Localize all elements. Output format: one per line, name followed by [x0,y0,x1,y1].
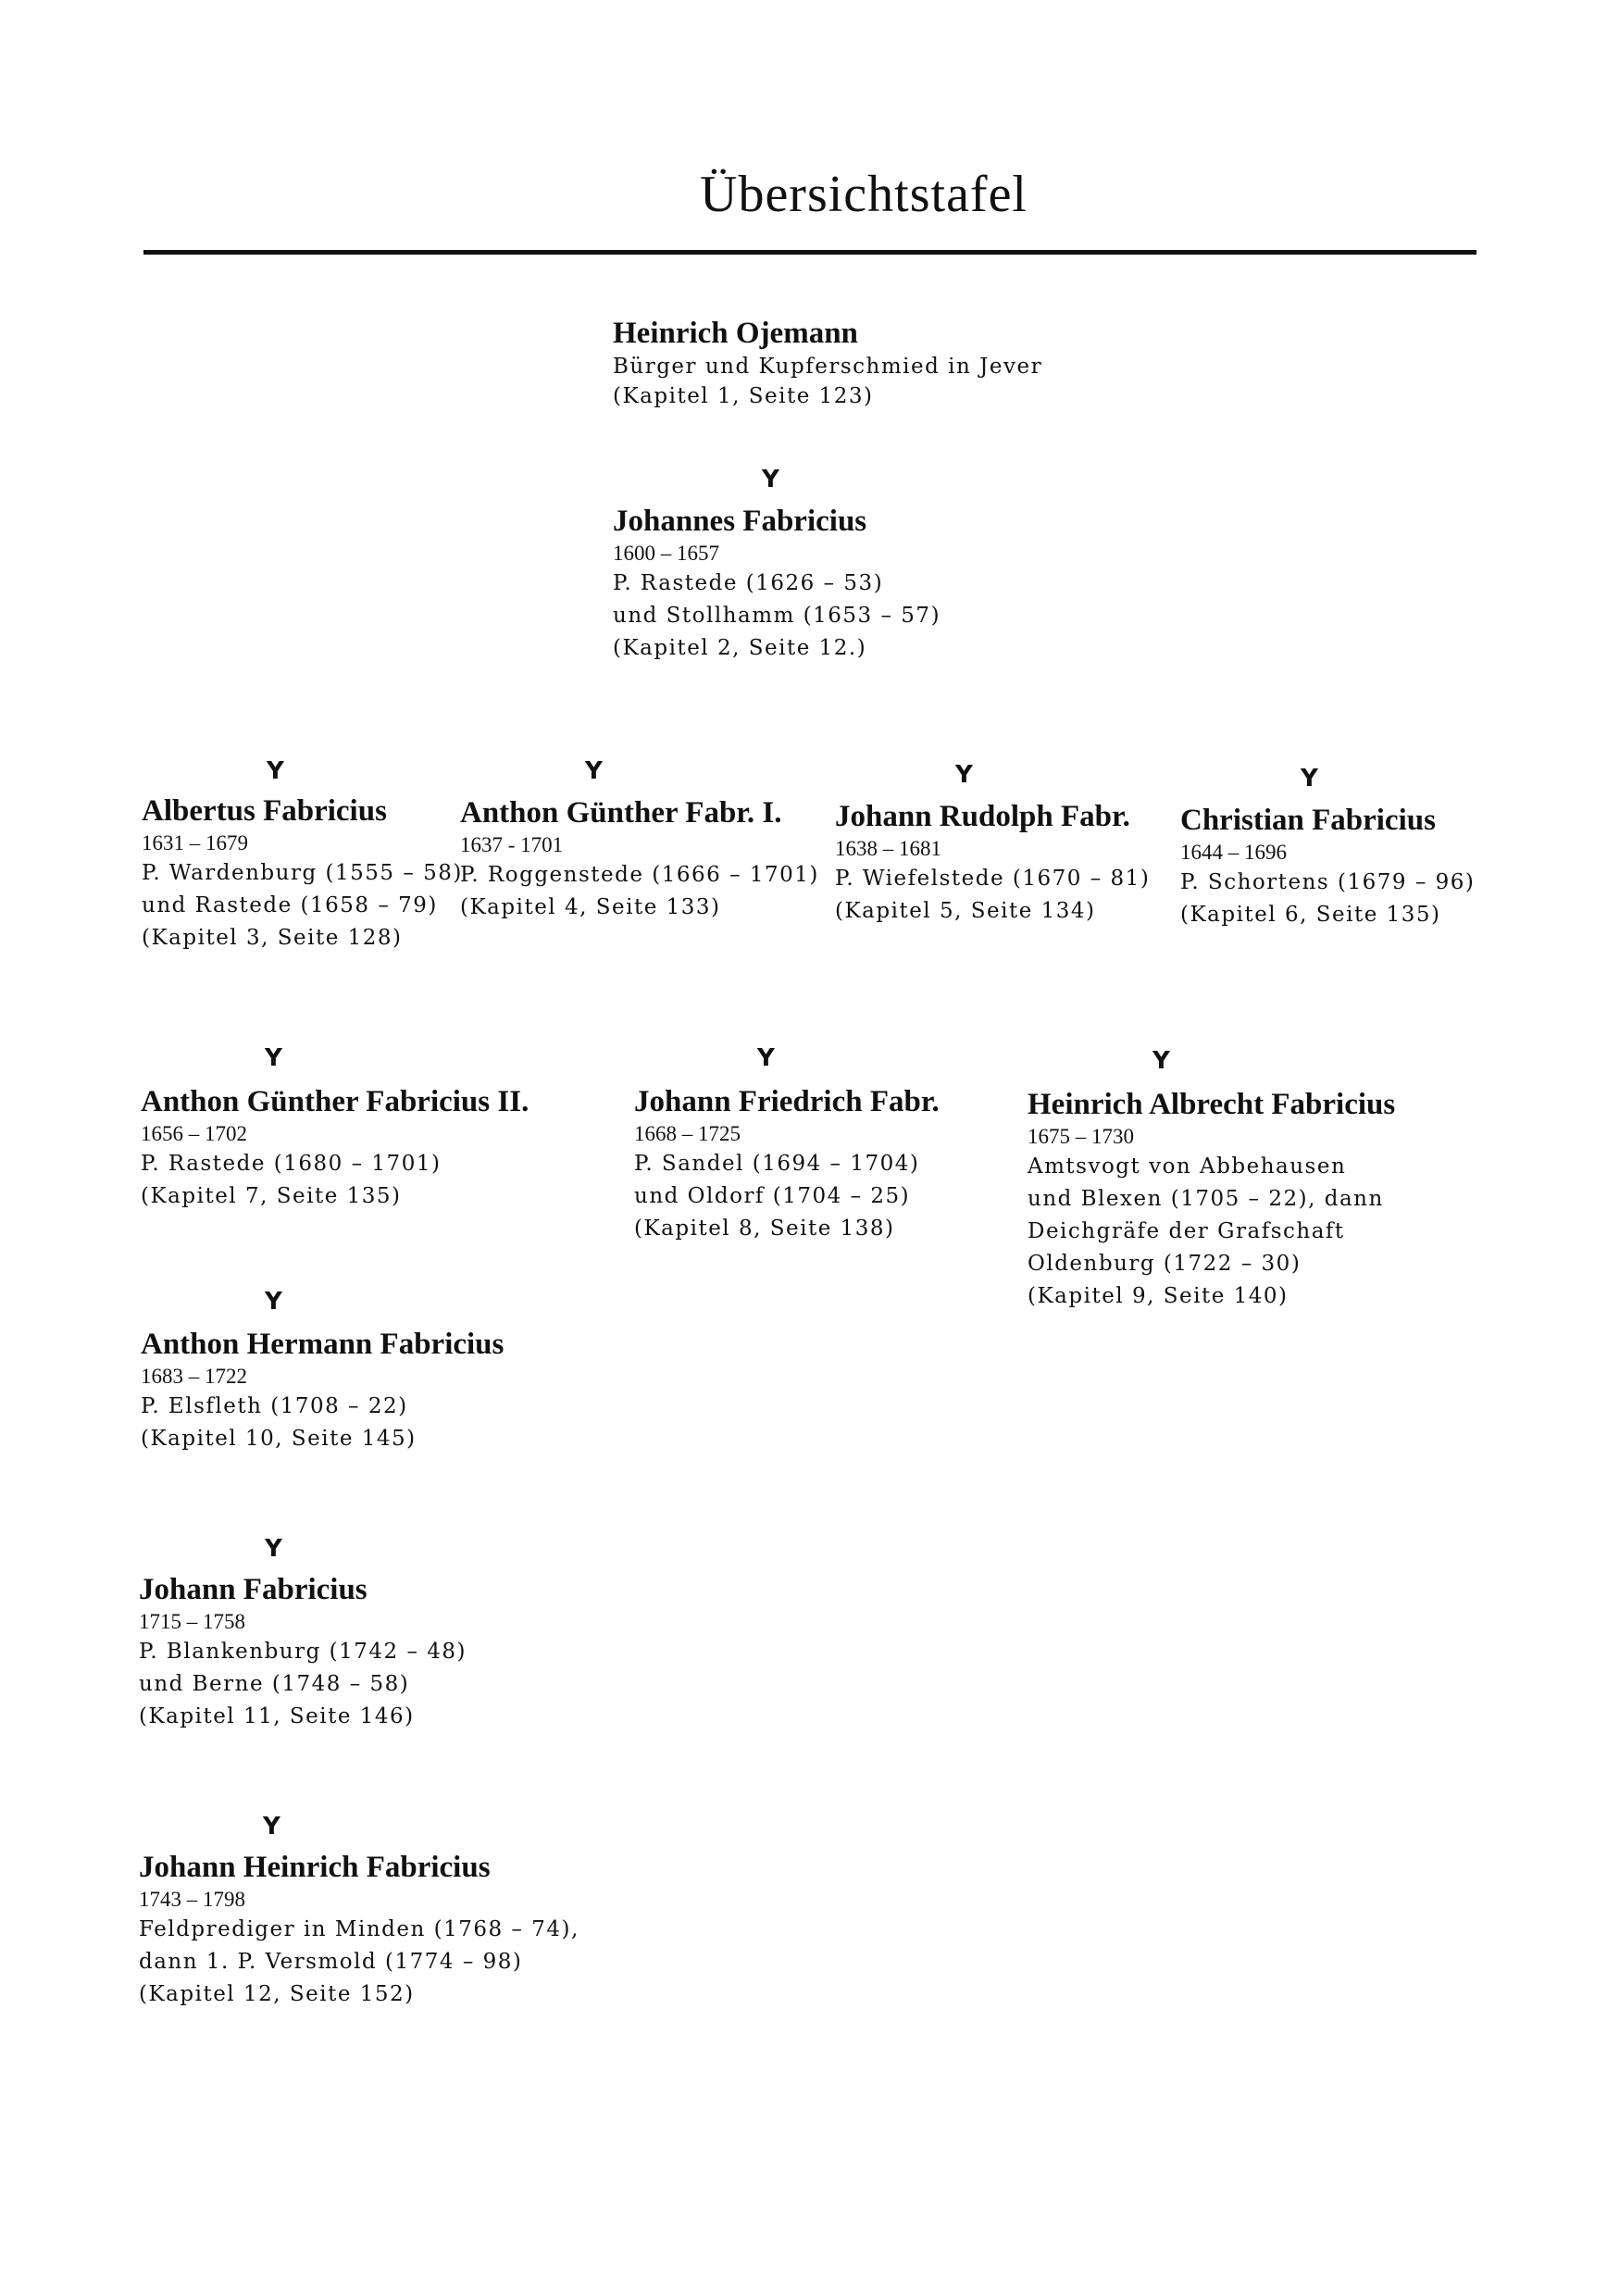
person-dates: 1715 – 1758 [139,1610,245,1633]
person-detail: P. Wiefelstede (1670 – 81) [835,867,1151,891]
descent-arrow-icon: Y [263,1813,280,1841]
person-dates: 1600 – 1657 [613,542,719,565]
descent-arrow-icon: Y [757,1044,775,1072]
person-detail: Feldprediger in Minden (1768 – 74), [139,1917,579,1941]
person-detail: P. Schortens (1679 – 96) [1180,870,1476,894]
person-name: Heinrich Albrecht Fabricius [1028,1088,1396,1121]
person-name: Johann Heinrich Fabricius [139,1851,491,1884]
person-detail: und Stollhamm (1653 – 57) [613,604,941,628]
person-entry [835,798,1150,928]
person-name: Anthon Günther Fabr. I. [460,796,782,830]
person-detail: (Kapitel 3, Seite 128) [142,926,403,950]
person-detail: (Kapitel 4, Seite 133) [460,895,721,919]
person-entry [141,1326,504,1455]
person-detail: (Kapitel 1, Seite 123) [613,384,874,408]
person-name: Johann Rudolph Fabr. [835,800,1130,833]
page-title: Übersichtstafel [700,166,1028,223]
person-entry [1180,802,1475,931]
person-detail: (Kapitel 12, Seite 152) [139,1982,415,2006]
person-detail: (Kapitel 9, Seite 140) [1028,1284,1289,1308]
person-detail: Bürger und Kupferschmied in Jever [613,355,1043,379]
person-detail: P. Roggenstede (1666 – 1701) [460,863,819,887]
person-name: Christian Fabricius [1180,804,1436,837]
person-dates: 1638 – 1681 [835,837,941,860]
person-detail: P. Wardenburg (1555 – 58) [142,861,463,885]
person-detail: Oldenburg (1722 – 30) [1028,1252,1302,1276]
person-dates: 1656 – 1702 [141,1122,247,1145]
descent-arrow-icon: Y [265,1288,282,1316]
person-dates: 1644 – 1696 [1180,841,1287,864]
person-entry [139,1571,467,1733]
person-name: Albertus Fabricius [142,794,387,828]
person-entry [1028,1086,1395,1313]
person-detail: (Kapitel 2, Seite 12.) [613,636,867,660]
person-name: Johannes Fabricius [613,505,867,538]
person-detail: und Blexen (1705 – 22), dann [1028,1187,1384,1211]
person-entry [139,1849,579,2011]
descent-arrow-icon: Y [955,761,973,789]
descent-arrow-icon: Y [1152,1047,1170,1075]
person-entry [613,315,1042,411]
person-entry [613,503,941,665]
descent-arrow-icon: Y [1301,765,1318,792]
person-name: Anthon Günther Fabricius II. [141,1085,529,1118]
person-detail: P. Elsfleth (1708 – 22) [141,1394,408,1418]
person-detail: und Rastede (1658 – 79) [142,893,438,917]
person-dates: 1675 – 1730 [1028,1125,1134,1148]
person-dates: 1668 – 1725 [634,1122,741,1145]
person-dates: 1637 - 1701 [460,833,564,856]
descent-arrow-icon: Y [762,466,779,493]
person-detail: P. Rastede (1626 – 53) [613,571,884,595]
person-detail: und Oldorf (1704 – 25) [634,1184,911,1208]
person-entry [142,792,463,955]
person-entry [141,1083,529,1213]
person-detail: und Berne (1748 – 58) [139,1672,410,1696]
person-dates: 1631 – 1679 [142,831,248,855]
person-detail: (Kapitel 5, Seite 134) [835,899,1096,923]
person-entry [634,1083,940,1245]
person-dates: 1743 – 1798 [139,1888,245,1911]
person-detail: (Kapitel 10, Seite 145) [141,1427,417,1451]
descent-arrow-icon: Y [265,1044,282,1072]
descent-arrow-icon: Y [267,757,284,785]
title-divider [143,250,1476,255]
person-detail: (Kapitel 8, Seite 138) [634,1217,895,1241]
person-detail: Amtsvogt von Abbehausen [1028,1154,1347,1179]
person-detail: (Kapitel 11, Seite 146) [139,1704,415,1728]
person-detail: (Kapitel 6, Seite 135) [1180,903,1441,927]
person-detail: dann 1. P. Versmold (1774 – 98) [139,1950,523,1974]
descent-arrow-icon: Y [265,1535,282,1563]
descent-arrow-icon: Y [585,757,603,785]
person-dates: 1683 – 1722 [141,1365,247,1388]
person-name: Johann Friedrich Fabr. [634,1085,940,1118]
person-detail: P. Sandel (1694 – 1704) [634,1152,920,1176]
person-name: Anthon Hermann Fabricius [141,1328,505,1361]
person-detail: (Kapitel 7, Seite 135) [141,1184,402,1208]
person-entry [460,794,819,924]
person-detail: P. Rastede (1680 – 1701) [141,1152,442,1176]
person-name: Johann Fabricius [139,1573,367,1606]
person-name: Heinrich Ojemann [613,317,858,350]
person-detail: P. Blankenburg (1742 – 48) [139,1640,467,1664]
person-detail: Deichgräfe der Grafschaft [1028,1219,1345,1243]
